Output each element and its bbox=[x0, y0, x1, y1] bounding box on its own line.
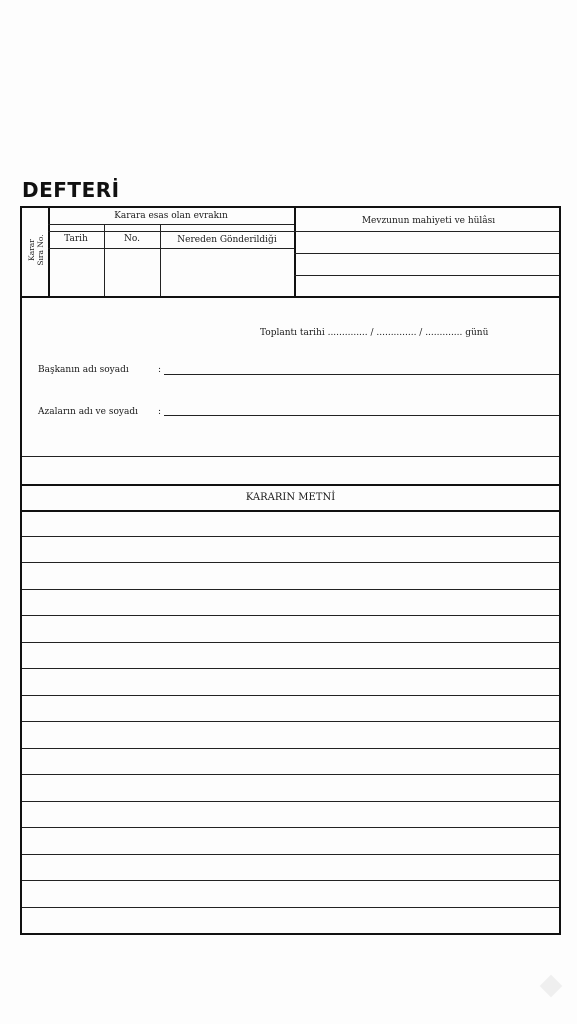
meeting-bottom-border bbox=[22, 484, 559, 486]
header-bottom-border bbox=[22, 296, 559, 298]
ruled-line bbox=[22, 589, 559, 590]
ruled-line bbox=[22, 854, 559, 855]
ruled-line bbox=[22, 642, 559, 643]
ruled-line bbox=[22, 827, 559, 828]
col-no: No. bbox=[124, 234, 140, 244]
sira-no-divider bbox=[48, 208, 50, 296]
ruled-line bbox=[22, 774, 559, 775]
azalar-line bbox=[164, 415, 559, 416]
toplanti-tarihi: Toplantı tarihi .............. / .............. / ............. günü bbox=[260, 328, 489, 338]
ruled-line bbox=[22, 536, 559, 537]
ruled-line bbox=[22, 615, 559, 616]
header-rule-1 bbox=[48, 231, 559, 232]
ruled-line bbox=[22, 748, 559, 749]
ruled-line bbox=[22, 801, 559, 802]
meeting-rule bbox=[22, 456, 559, 457]
col-nereden: Nereden Gönderildiği bbox=[177, 235, 277, 245]
page-title: DEFTERİ bbox=[22, 178, 120, 202]
azalar-label: Azaların adı ve soyadı bbox=[38, 407, 138, 417]
ruled-line bbox=[22, 880, 559, 881]
karar-metni-heading: KARARIN METNİ bbox=[245, 492, 336, 503]
decision-form bbox=[20, 206, 561, 935]
karar-metni-border bbox=[22, 510, 559, 512]
baskan-line bbox=[164, 374, 559, 375]
evrak-group-label: Karara esas olan evrakın bbox=[114, 211, 228, 221]
baskan-label: Başkanın adı soyadı bbox=[38, 365, 129, 375]
col-tarih: Tarih bbox=[64, 234, 88, 244]
sparkle-watermark-icon bbox=[540, 975, 563, 998]
ruled-line bbox=[22, 668, 559, 669]
ruled-line bbox=[22, 695, 559, 696]
ruled-line bbox=[22, 907, 559, 908]
mevzu-rule-1 bbox=[294, 253, 559, 254]
baskan-colon: : bbox=[158, 365, 162, 375]
evrak-group-underline bbox=[48, 224, 294, 225]
mevzu-rule-2 bbox=[294, 275, 559, 276]
ruled-line bbox=[22, 562, 559, 563]
evrak-header-rule bbox=[48, 248, 294, 249]
azalar-colon: : bbox=[158, 407, 162, 417]
mevzu-label: Mevzunun mahiyeti ve hülâsı bbox=[361, 216, 496, 226]
karar-sira-no-label: Karar Sıra No. bbox=[27, 234, 45, 266]
ruled-line bbox=[22, 721, 559, 722]
